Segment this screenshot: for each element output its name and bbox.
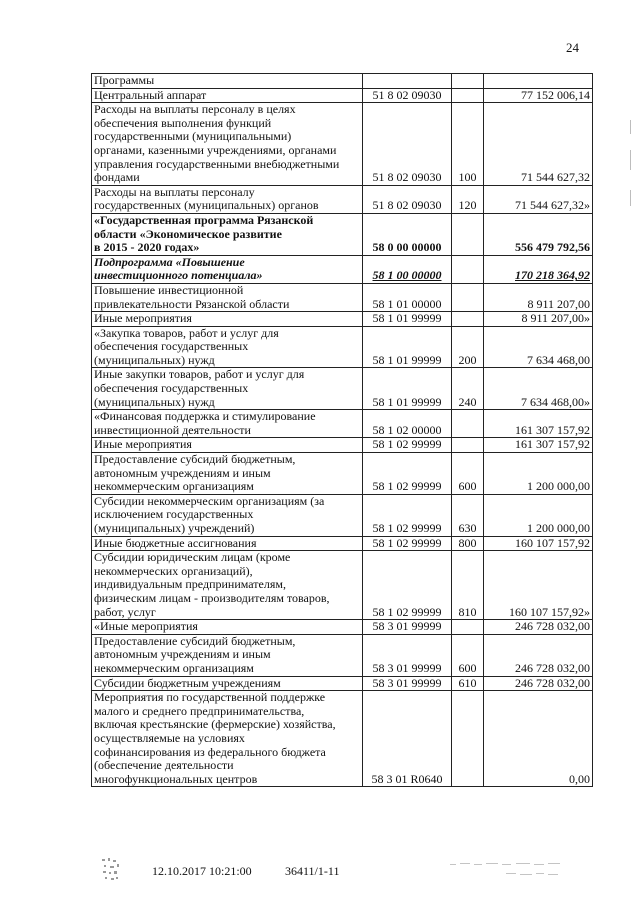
table-row — [92, 312, 593, 327]
table-row — [92, 185, 593, 213]
row-sum-cell: 8 911 207,00 — [484, 283, 593, 311]
row-name-cell: Расходы на выплаты персоналу государственных (муниципальных) органов — [92, 185, 363, 213]
row-code-cell: 58 3 01 99999 — [363, 676, 452, 691]
stamp-mark-left — [100, 856, 122, 886]
row-name-cell: «Иные мероприятия — [92, 620, 363, 635]
table-row — [92, 368, 593, 410]
row-type-cell — [452, 283, 484, 311]
row-type-cell: 600 — [452, 453, 484, 495]
table-row — [92, 213, 593, 255]
row-type-cell: 600 — [452, 634, 484, 676]
row-name-cell: «Финансовая поддержка и стимулирование инвестиционной деятельности — [92, 410, 363, 438]
row-sum-cell: 77 152 006,14 — [484, 88, 593, 103]
row-name-cell: Иные мероприятия — [92, 438, 363, 453]
row-type-cell: 810 — [452, 551, 484, 620]
row-sum-cell: 1 200 000,00 — [484, 494, 593, 536]
row-code-cell: 58 1 02 99999 — [363, 494, 452, 536]
footer-doc-id: 36411/1-11 — [285, 864, 340, 878]
table-row — [92, 410, 593, 438]
row-code-cell: 58 1 00 00000 — [363, 255, 452, 283]
table-row — [92, 255, 593, 283]
row-code-cell: 58 1 02 99999 — [363, 536, 452, 551]
row-type-cell: 100 — [452, 103, 484, 186]
row-name-cell: Мероприятия по государственной поддержке малого и среднего предпринимательства, включая крестьянские (фермерские) хозяйства, осуществляемые на условиях софинансирования из федерального бюджета (обеспечение деятельности многофункциональных центров — [92, 691, 363, 787]
row-code-cell: 58 1 02 99999 — [363, 438, 452, 453]
row-sum-cell: 0,00 — [484, 691, 593, 787]
row-type-cell — [452, 74, 484, 89]
row-code-cell: 51 8 02 09030 — [363, 88, 452, 103]
row-sum-cell — [484, 74, 593, 89]
row-sum-cell: 160 107 157,92» — [484, 551, 593, 620]
table-row — [92, 74, 593, 89]
row-name-cell: Субсидии юридическим лицам (кроме некоммерческих организаций), индивидуальным предпринимателям, физическим лицам - производителям товаров, работ, услуг — [92, 551, 363, 620]
table-row — [92, 494, 593, 536]
row-name-cell: Центральный аппарат — [92, 88, 363, 103]
row-type-cell: 200 — [452, 326, 484, 368]
row-sum-cell: 71 544 627,32» — [484, 185, 593, 213]
row-name-cell: Повышение инвестиционной привлекательности Рязанской области — [92, 283, 363, 311]
row-sum-cell: 246 728 032,00 — [484, 634, 593, 676]
row-code-cell: 58 3 01 R0640 — [363, 691, 452, 787]
row-code-cell: 58 1 01 99999 — [363, 312, 452, 327]
row-code-cell: 51 8 02 09030 — [363, 185, 452, 213]
row-name-cell: «Закупка товаров, работ и услуг для обеспечения государственных (муниципальных) нужд — [92, 326, 363, 368]
row-code-cell: 58 1 01 99999 — [363, 368, 452, 410]
row-name-cell: Предоставление субсидий бюджетным, автономным учреждениям и иным некоммерческим организациям — [92, 634, 363, 676]
row-code-cell: 58 1 02 00000 — [363, 410, 452, 438]
table-row — [92, 536, 593, 551]
row-sum-cell: 246 728 032,00 — [484, 620, 593, 635]
table-row — [92, 551, 593, 620]
row-name-cell: Иные бюджетные ассигнования — [92, 536, 363, 551]
row-name-cell: Программы — [92, 74, 363, 89]
row-type-cell — [452, 312, 484, 327]
row-sum-cell: 1 200 000,00 — [484, 453, 593, 495]
footer-date: 12.10.2017 10:21:00 — [152, 864, 252, 878]
row-type-cell — [452, 620, 484, 635]
table-row — [92, 283, 593, 311]
row-sum-cell: 8 911 207,00» — [484, 312, 593, 327]
row-code-cell — [363, 74, 452, 89]
row-type-cell: 240 — [452, 368, 484, 410]
row-name-cell: Субсидии некоммерческим организациям (за исключением государственных (муниципальных) учреждений) — [92, 494, 363, 536]
table-row — [92, 88, 593, 103]
table-row — [92, 691, 593, 787]
row-name-cell: Иные закупки товаров, работ и услуг для обеспечения государственных (муниципальных) нужд — [92, 368, 363, 410]
budget-table-body — [92, 74, 593, 787]
row-code-cell: 58 1 02 99999 — [363, 453, 452, 495]
row-type-cell — [452, 88, 484, 103]
table-row — [92, 676, 593, 691]
row-name-cell: Предоставление субсидий бюджетным, автономным учреждениям и иным некоммерческим организациям — [92, 453, 363, 495]
table-row — [92, 326, 593, 368]
stamp-mark-right — [446, 858, 586, 882]
table-row — [92, 438, 593, 453]
row-name-cell: Расходы на выплаты персоналу в целях обеспечения выполнения функций государственными (муниципальными) органами, казенными учреждениями, органами управления государственными внебюджетными фондами — [92, 103, 363, 186]
row-code-cell: 58 3 01 99999 — [363, 634, 452, 676]
row-type-cell — [452, 410, 484, 438]
row-sum-cell: 7 634 468,00 — [484, 326, 593, 368]
row-name-cell: Субсидии бюджетным учреждениям — [92, 676, 363, 691]
row-code-cell: 58 3 01 99999 — [363, 620, 452, 635]
row-type-cell: 610 — [452, 676, 484, 691]
row-type-cell — [452, 255, 484, 283]
row-code-cell: 58 1 01 00000 — [363, 283, 452, 311]
row-sum-cell: 170 218 364,92 — [484, 255, 593, 283]
row-sum-cell: 161 307 157,92 — [484, 438, 593, 453]
row-type-cell — [452, 213, 484, 255]
row-name-cell: Подпрограмма «Повышение инвестиционного потенциала» — [92, 255, 363, 283]
row-name-cell: «Государственная программа Рязанской области «Экономическое развитие в 2015 - 2020 годах» — [92, 213, 363, 255]
row-sum-cell: 71 544 627,32 — [484, 103, 593, 186]
row-type-cell: 800 — [452, 536, 484, 551]
row-sum-cell: 160 107 157,92 — [484, 536, 593, 551]
row-sum-cell: 246 728 032,00 — [484, 676, 593, 691]
scan-margin-mark — [628, 120, 634, 220]
row-code-cell: 58 0 00 00000 — [363, 213, 452, 255]
row-code-cell: 51 8 02 09030 — [363, 103, 452, 186]
row-sum-cell: 7 634 468,00» — [484, 368, 593, 410]
table-row — [92, 103, 593, 186]
row-type-cell — [452, 691, 484, 787]
row-code-cell: 58 1 01 99999 — [363, 326, 452, 368]
row-type-cell: 630 — [452, 494, 484, 536]
row-type-cell: 120 — [452, 185, 484, 213]
table-row — [92, 620, 593, 635]
table-row — [92, 453, 593, 495]
row-sum-cell: 161 307 157,92 — [484, 410, 593, 438]
row-name-cell: Иные мероприятия — [92, 312, 363, 327]
row-sum-cell: 556 479 792,56 — [484, 213, 593, 255]
row-code-cell: 58 1 02 99999 — [363, 551, 452, 620]
budget-table — [91, 73, 593, 787]
table-row — [92, 634, 593, 676]
page-number: 24 — [566, 40, 579, 55]
row-type-cell — [452, 438, 484, 453]
